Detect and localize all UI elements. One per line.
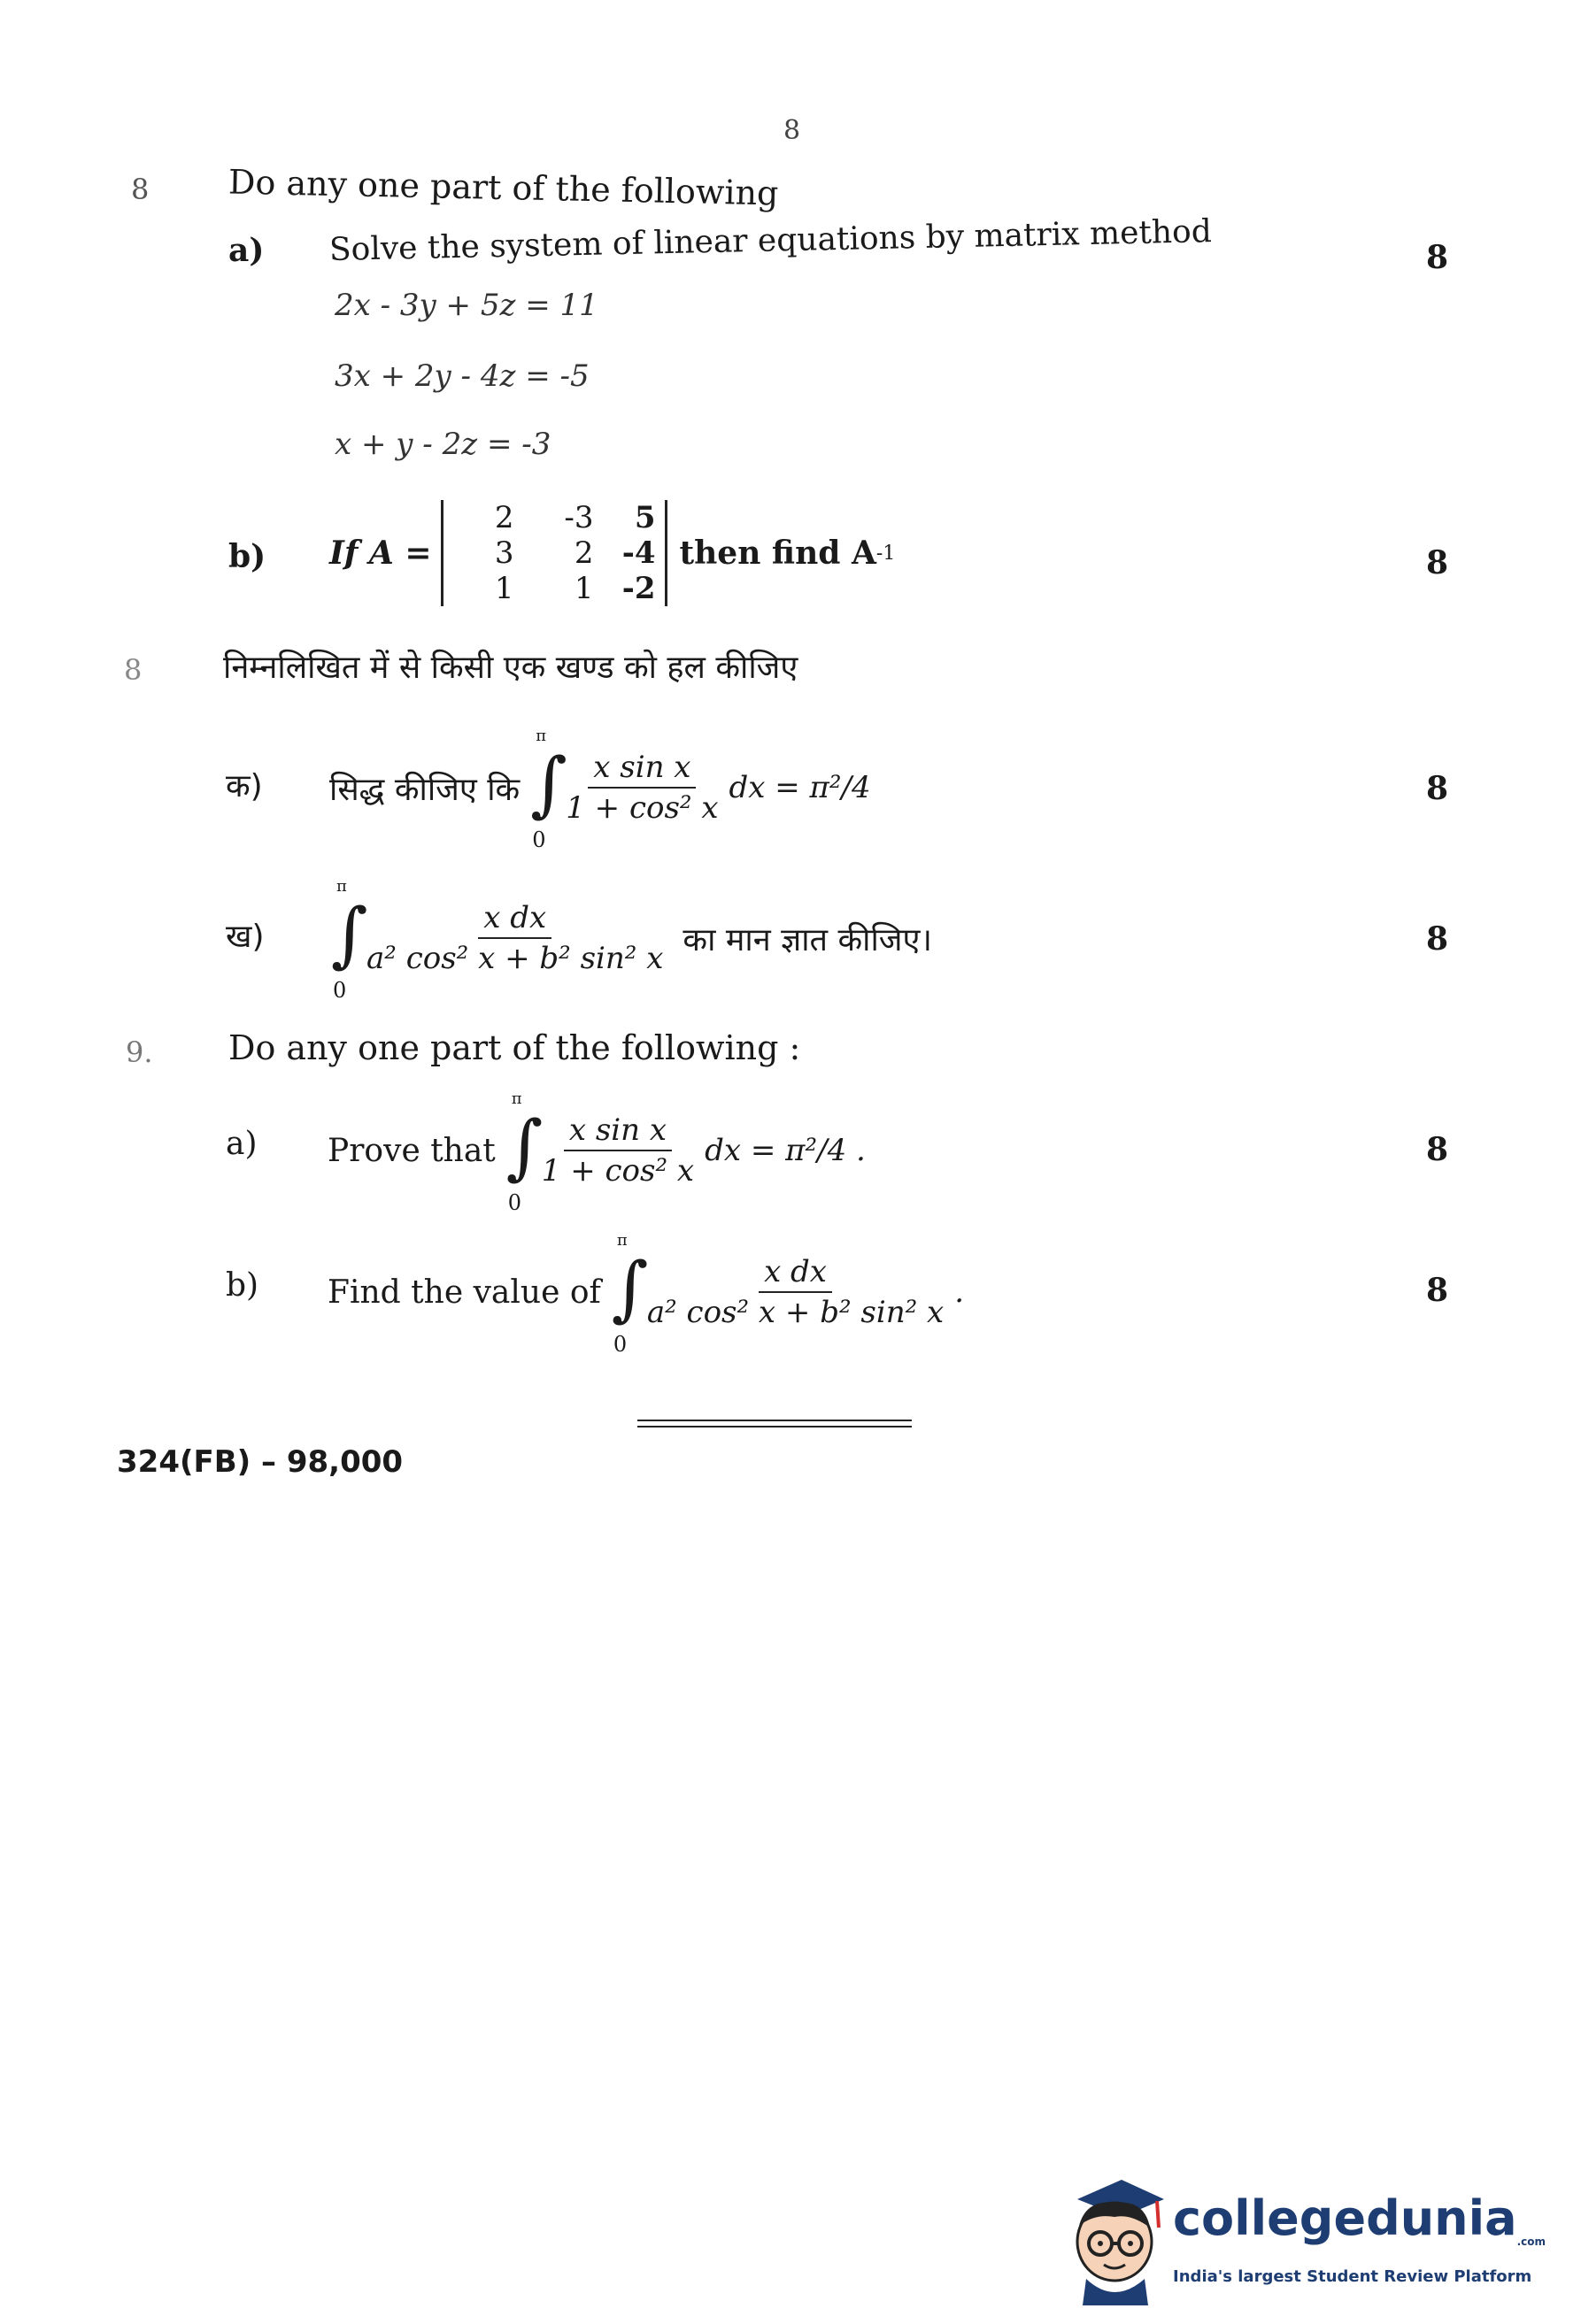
- matrix-A: [441, 500, 667, 606]
- student-mascot-icon: [1060, 2173, 1166, 2305]
- integral-sign-icon: ∫: [331, 893, 368, 975]
- question-number: 8: [124, 653, 143, 687]
- matrix-expression: [329, 500, 895, 606]
- numerator: x sin x: [564, 1112, 672, 1151]
- brand-suffix: .com: [1516, 2235, 1546, 2248]
- marks: 8: [1425, 1272, 1448, 1309]
- question-number: 8: [131, 173, 150, 206]
- integral-sign-icon: ∫: [530, 743, 567, 825]
- marks: 8: [1425, 920, 1448, 958]
- lower-limit: 0: [613, 1332, 628, 1357]
- numerator: x dx: [759, 1254, 832, 1293]
- lower-limit: 0: [532, 827, 546, 852]
- matrix-cell: -4: [621, 535, 656, 571]
- equation-3: x + y - 2z = -3: [335, 427, 551, 462]
- lower-limit: 0: [507, 1190, 522, 1215]
- upper-limit: π: [336, 877, 347, 896]
- numerator: x dx: [478, 900, 551, 939]
- upper-limit: π: [536, 727, 547, 745]
- part-label: a): [226, 1126, 258, 1162]
- denominator: 1 + cos² x: [566, 790, 719, 826]
- paper-code: 324(FB) – 98,000: [117, 1444, 404, 1480]
- integral-tail: dx = π²/4: [729, 770, 871, 805]
- integral-expression: [328, 1089, 866, 1215]
- integral-tail: dx = π²/4 .: [705, 1133, 866, 1168]
- denominator: a² cos² x + b² sin² x: [646, 1295, 945, 1330]
- part-label: b): [226, 1267, 259, 1304]
- part-label: a): [228, 232, 265, 269]
- matrix-cell: -3: [564, 500, 594, 535]
- matrix-cell: 3: [494, 535, 514, 571]
- integral-tail: .: [954, 1274, 965, 1310]
- denominator: a² cos² x + b² sin² x: [366, 941, 664, 976]
- matrix-cell: -2: [621, 571, 656, 606]
- question-heading-hindi: निम्नलिखित में से किसी एक खण्ड को हल कीजिए: [223, 650, 798, 686]
- matrix-suffix: then find A: [679, 535, 876, 572]
- page-number: 8: [783, 115, 801, 146]
- matrix-cell: 5: [634, 500, 656, 535]
- integral-expression: [329, 727, 871, 852]
- inverse-superscript: -1: [875, 542, 896, 565]
- marks: 8: [1425, 544, 1448, 581]
- matrix-prefix: If A =: [329, 535, 432, 572]
- collegedunia-logo: [1060, 2173, 1546, 2305]
- integral: [528, 727, 871, 852]
- part-text: Solve the system of linear equations by matrix method: [328, 213, 1213, 268]
- integral-sign-icon: ∫: [611, 1247, 649, 1329]
- marks: 8: [1425, 770, 1448, 807]
- question-heading: Do any one part of the following :: [228, 1028, 801, 1067]
- question-number: 9.: [126, 1035, 153, 1069]
- matrix-cell: 1: [494, 571, 514, 606]
- numerator: x sin x: [588, 750, 696, 789]
- part-text: सिद्ध कीजिए कि: [329, 771, 521, 808]
- brand-tagline: India's largest Student Review Platform: [1173, 2267, 1532, 2287]
- part-text: Prove that: [328, 1132, 496, 1169]
- integral: [505, 1089, 866, 1215]
- marks: 8: [1425, 1131, 1448, 1168]
- lower-limit: 0: [333, 978, 347, 1003]
- part-text: Find the value of: [328, 1274, 601, 1311]
- end-rule: [637, 1420, 912, 1427]
- part-label: b): [228, 538, 266, 575]
- integral-expression: [329, 877, 933, 1003]
- equation-2: 3x + 2y - 4z = -5: [335, 358, 590, 394]
- question-heading: Do any one part of the following: [228, 162, 779, 213]
- brand-name: collegedunia: [1173, 2189, 1517, 2246]
- part-label: ख): [226, 919, 265, 955]
- matrix-cell: 2: [574, 535, 594, 571]
- integral-sign-icon: ∫: [505, 1105, 544, 1188]
- upper-limit: π: [511, 1089, 522, 1108]
- integral: [610, 1231, 965, 1357]
- integral-tail: का मान ज्ञात कीजिए।: [683, 921, 933, 958]
- matrix-cell: 2: [494, 500, 514, 535]
- upper-limit: π: [616, 1231, 628, 1250]
- part-label: क): [226, 768, 263, 804]
- marks: 8: [1425, 239, 1448, 276]
- integral: [329, 877, 670, 1003]
- matrix-cell: 1: [574, 571, 594, 606]
- integral-expression: [328, 1231, 965, 1357]
- denominator: 1 + cos² x: [541, 1153, 695, 1189]
- equation-1: 2x - 3y + 5z = 11: [335, 288, 598, 323]
